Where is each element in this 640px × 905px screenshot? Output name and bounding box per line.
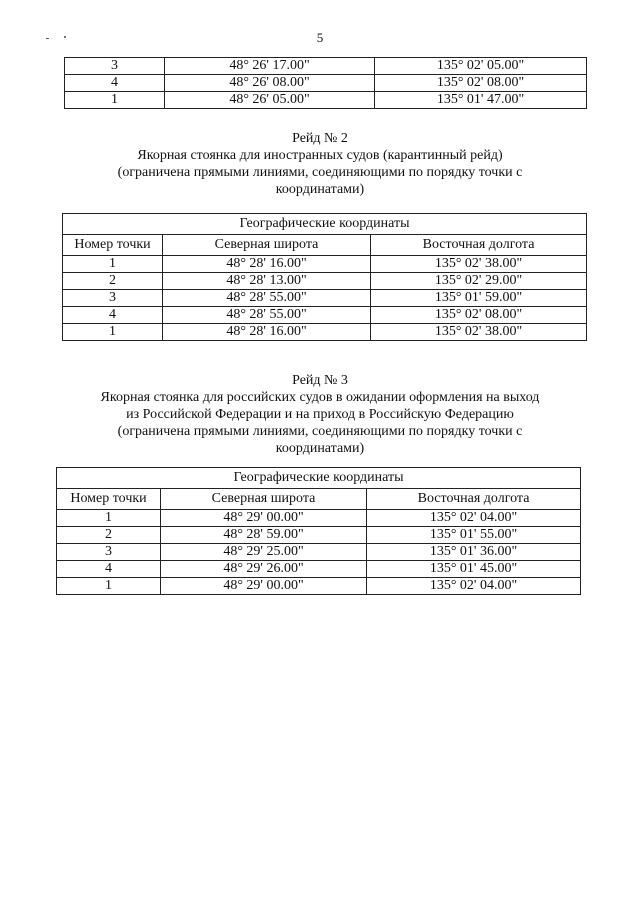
longitude-cell: 135° 01' 55.00" (367, 527, 581, 544)
column-header-longitude: Восточная долгота (371, 235, 587, 256)
table-row (63, 307, 587, 324)
column-header-point: Номер точки (57, 489, 161, 510)
longitude-cell: 135° 02' 38.00" (371, 324, 587, 341)
table-row (57, 527, 581, 544)
table-row (63, 324, 587, 341)
longitude-cell: 135° 02' 38.00" (371, 256, 587, 273)
group-header: Географические координаты (63, 214, 587, 235)
point-number: 1 (57, 578, 161, 595)
raid3-description-line: (ограничена прямыми линиями, соединяющими по порядку точки с (117, 424, 523, 439)
latitude-cell: 48° 28' 16.00" (163, 256, 371, 273)
table-row (65, 58, 587, 75)
point-number: 1 (65, 92, 165, 109)
latitude-cell: 48° 28' 13.00" (163, 273, 371, 290)
longitude-cell: 135° 02' 05.00" (375, 58, 587, 75)
table-row (57, 544, 581, 561)
longitude-cell: 135° 01' 45.00" (367, 561, 581, 578)
longitude-cell: 135° 02' 08.00" (375, 75, 587, 92)
column-header-latitude: Северная широта (163, 235, 371, 256)
top-coordinates-table (64, 57, 587, 109)
table-row (63, 273, 587, 290)
longitude-cell: 135° 01' 36.00" (367, 544, 581, 561)
latitude-cell: 48° 28' 16.00" (163, 324, 371, 341)
raid2-description-line: (ограничена прямыми линиями, соединяющими по порядку точки с (117, 165, 523, 180)
group-header: Географические координаты (57, 468, 581, 489)
point-number: 2 (57, 527, 161, 544)
latitude-cell: 48° 29' 00.00" (161, 578, 367, 595)
raid3-description-line: из Российской Федерации и на приход в Российскую Федерацию (126, 407, 514, 422)
raid3-description-line: координатами) (275, 441, 365, 456)
table-row (57, 578, 581, 595)
latitude-cell: 48° 28' 59.00" (161, 527, 367, 544)
raid2-title: Рейд № 2 (292, 131, 348, 146)
raid3-title: Рейд № 3 (292, 373, 348, 388)
point-number: 4 (63, 307, 163, 324)
point-number: 3 (65, 58, 165, 75)
longitude-cell: 135° 01' 47.00" (375, 92, 587, 109)
table-row (65, 75, 587, 92)
raid2-description-line: координатами) (275, 182, 365, 197)
latitude-cell: 48° 29' 26.00" (161, 561, 367, 578)
page-number: 5 (316, 30, 324, 45)
raid2-heading (20, 130, 620, 198)
latitude-cell: 48° 29' 00.00" (161, 510, 367, 527)
point-number: 1 (57, 510, 161, 527)
table-row (57, 561, 581, 578)
longitude-cell: 135° 02' 29.00" (371, 273, 587, 290)
raid2-description-line: Якорная стоянка для иностранных судов (карантинный рейд) (137, 148, 503, 163)
latitude-cell: 48° 26' 05.00" (165, 92, 375, 109)
longitude-cell: 135° 02' 04.00" (367, 510, 581, 527)
column-header-latitude: Северная широта (161, 489, 367, 510)
raid3-heading (20, 372, 620, 457)
table-row (57, 510, 581, 527)
latitude-cell: 48° 29' 25.00" (161, 544, 367, 561)
point-number: 2 (63, 273, 163, 290)
longitude-cell: 135° 02' 04.00" (367, 578, 581, 595)
latitude-cell: 48° 26' 17.00" (165, 58, 375, 75)
column-header-longitude: Восточная долгота (367, 489, 581, 510)
table-row (65, 92, 587, 109)
raid3-coordinates-table (56, 467, 581, 595)
point-number: 3 (63, 290, 163, 307)
longitude-cell: 135° 02' 08.00" (371, 307, 587, 324)
column-header-point: Номер точки (63, 235, 163, 256)
raid2-coordinates-table (62, 213, 587, 341)
point-number: 1 (63, 256, 163, 273)
latitude-cell: 48° 26' 08.00" (165, 75, 375, 92)
latitude-cell: 48° 28' 55.00" (163, 307, 371, 324)
point-number: 4 (65, 75, 165, 92)
longitude-cell: 135° 01' 59.00" (371, 290, 587, 307)
point-number: 1 (63, 324, 163, 341)
point-number: 4 (57, 561, 161, 578)
table-row (63, 256, 587, 273)
raid3-description-line: Якорная стоянка для российских судов в ожидании оформления на выход (100, 390, 540, 405)
table-row (63, 290, 587, 307)
point-number: 3 (57, 544, 161, 561)
latitude-cell: 48° 28' 55.00" (163, 290, 371, 307)
